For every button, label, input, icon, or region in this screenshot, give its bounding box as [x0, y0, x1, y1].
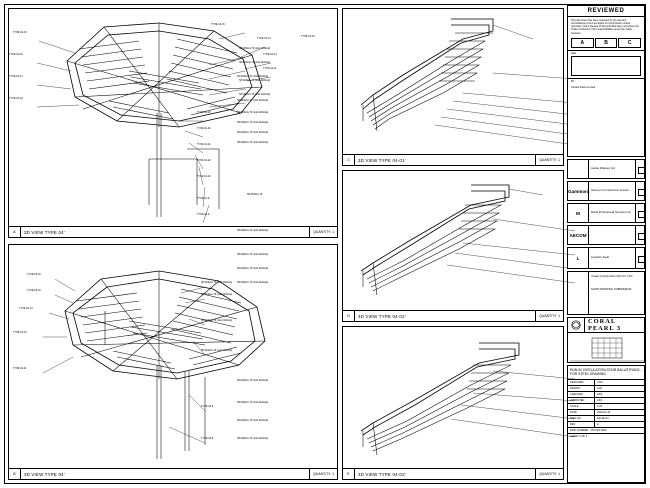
- tb-val: AKS: [597, 392, 603, 396]
- tb-key: APPROVED: [568, 398, 595, 403]
- tb-sheet-of: SHEET 1 OF 1: [570, 434, 588, 438]
- panel-titlebar-3: [343, 154, 563, 165]
- stamp-grade-b[interactable]: B: [595, 38, 618, 48]
- annotation-label: TYPE 04-17: [9, 75, 23, 78]
- annotation-label: TYPE 04-16: [27, 289, 41, 292]
- stamp-by-label: BY :: [568, 78, 644, 83]
- consultant-name-gammon: Gammon Construction Limited: [591, 188, 629, 193]
- langdon-logo: L: [568, 248, 589, 268]
- panel-title-3: 3D VIEW TYPE 04-01': [358, 157, 406, 163]
- titleblock: [567, 365, 645, 483]
- annotation-label: SP10/Row 7# (L&1 ANGLE): [237, 229, 269, 232]
- annotation-label: SP10/Row 7# (L&1 ANGLE): [239, 47, 271, 50]
- panel-ref-2: B: [9, 469, 21, 479]
- review-stamp: [567, 5, 645, 157]
- annotation-label: SP10/Row 7# (L&1 ANGLE): [237, 75, 269, 78]
- panel-titlebar-5: [343, 468, 563, 479]
- annotation-label: TYPE 04-14: [13, 331, 27, 334]
- annotation-label: SP10/Row 7# (L&1 ANGLE): [237, 401, 269, 404]
- panel-ref-5: E: [343, 469, 355, 479]
- annotation-label: SP10/Row 7# (L&1 ANGLE): [239, 93, 271, 96]
- tb-sheet-no: DWG NUMBER : CP3-SD-0400: [570, 428, 607, 432]
- annotation-label: TYPE 04-11: [263, 67, 277, 70]
- stamp-company: Hewlett Direct Limited: [571, 85, 596, 89]
- annotation-label: SP10/Row 7# (L&1 ANGLE): [237, 131, 269, 134]
- drawing-canvas-4: [343, 171, 565, 312]
- tb-key: DWG NO.: [568, 416, 595, 421]
- project-brand-block: [567, 317, 645, 363]
- tb-key: DATE: [568, 410, 595, 415]
- tb-key: SCALE: [568, 404, 595, 409]
- annotation-label: SP10/Row 7# (L&1 ANGLE): [237, 267, 269, 270]
- contractor-note: SHOP DRAWING SUBMISSION: [591, 287, 632, 292]
- consultant-name-langdon: Langdon Seah: [591, 255, 610, 260]
- stamp-header: REVIEWED: [568, 6, 644, 17]
- consultant-check-maria[interactable]: [635, 204, 644, 222]
- annotation-label: TYPE 04-9: [197, 213, 210, 216]
- stamp-grade-a[interactable]: A: [571, 38, 594, 48]
- consultant-row-langdon[interactable]: [567, 247, 645, 269]
- contractor-name: Yoales Construction (M) CO. LTD.: [591, 274, 634, 278]
- tb-row-sheetof: [568, 434, 644, 439]
- stamp-grade-boxes[interactable]: [571, 38, 641, 48]
- annotation-label: SP10/Row 7# (L&1 ANGLE): [201, 319, 233, 322]
- annotation-label: TYPE 04-21: [197, 143, 211, 146]
- titleblock-column: [567, 5, 645, 483]
- annotation-label: TYPE 04-9: [201, 405, 214, 408]
- drawing-canvas-5: [343, 327, 565, 470]
- annotation-label: TYPE 04-8: [197, 197, 210, 200]
- tb-val: A: [597, 422, 599, 426]
- panel-titlebar-4: [343, 310, 563, 321]
- annotation-label: TYPE 04-15: [211, 23, 225, 26]
- stamp-date-label: Date :: [568, 50, 644, 55]
- panel-title-1: 3D VIEW TYPE 04': [24, 229, 65, 235]
- annotation-label: TYPE 04-15: [301, 35, 315, 38]
- view-panel-2[interactable]: [8, 244, 338, 480]
- panel-title-4: 3D VIEW TYPE 04-02': [358, 313, 406, 319]
- drawing-canvas-1: [9, 9, 339, 228]
- annotation-label: SP10/Row 7# (L&1 ANGLE): [239, 79, 271, 82]
- stamp-body-text: This document has been reviewed by the relevant Consultant(s) and is accepted for Construction unless otherwise noted. Review of this submittal does not relieve the Trade Contractor of his responsibilities under the Trade Contract.: [571, 19, 639, 35]
- consultant-row-aedas[interactable]: [567, 159, 645, 179]
- panel-titlebar-2: [9, 468, 337, 479]
- key-plan: [568, 333, 644, 364]
- panel-title-5: 3D VIEW TYPE 04-03': [358, 471, 406, 477]
- annotation-label: TYPE 04-13: [257, 37, 271, 40]
- tb-val: SD-3D-04: [597, 416, 609, 420]
- panel-qty-3: QUANTITY: 1: [535, 155, 563, 165]
- annotation-label: TYPE 04-11: [13, 367, 27, 370]
- drawing-title: RUN-IN CIRCULATION STAIR BALUSTRADE - FOR STEEL DRAWING: [568, 366, 644, 380]
- annotation-label: SP10/Row 7#: [247, 193, 263, 196]
- annotation-label: TYPE 04-22: [197, 159, 211, 162]
- consultant-row-gammon[interactable]: [567, 181, 645, 201]
- consultant-check-langdon[interactable]: [635, 248, 644, 268]
- annotation-label: TYPE 04-20: [197, 127, 211, 130]
- tb-key: DESIGNED: [568, 380, 595, 385]
- panel-qty-1: QUANTITY: 1: [309, 227, 337, 237]
- tb-key: REV: [568, 422, 595, 427]
- annotation-label: SP10/Row 7# (L&1 ANGLE): [237, 121, 269, 124]
- consultant-check-aecom[interactable]: [635, 226, 644, 244]
- pearl-icon: [568, 318, 585, 332]
- annotation-label: SP10/Row 7# (L&1 ANGLE): [239, 61, 271, 64]
- panel-ref-3: C: [343, 155, 355, 165]
- tb-val: 2018-02-15: [597, 410, 611, 414]
- tb-val: LAD: [597, 386, 603, 390]
- consultant-check-aedas[interactable]: [635, 160, 644, 178]
- consultant-name-maria: Maria Professional Services Ltd.: [591, 210, 632, 215]
- tb-val: AKS: [597, 398, 603, 402]
- view-panel-1[interactable]: [8, 8, 338, 238]
- annotation-label: TYPE 04-19: [197, 111, 211, 114]
- tb-val: CAD: [597, 380, 603, 384]
- consultant-row-maria[interactable]: [567, 203, 645, 223]
- drawing-canvas-3: [343, 9, 565, 156]
- tb-val: 1:25: [597, 404, 603, 408]
- panel-ref-4: D: [343, 311, 355, 321]
- annotation-label: TYPE 04-8: [201, 437, 214, 440]
- panel-qty-2: QUANTITY: 1: [309, 469, 337, 479]
- maria-logo: M: [568, 204, 589, 222]
- drawing-canvas-2: [9, 245, 339, 470]
- annotation-label: SP10/Row 7# (L&1 ANGLE): [201, 281, 233, 284]
- consultant-name-aedas: Aedas (Macau) Ltd.: [591, 166, 616, 171]
- annotation-label: TYPE 04-23: [197, 175, 211, 178]
- annotation-label: TYPE 04-13: [19, 307, 33, 310]
- annotation-label: TYPE 04-18: [9, 97, 23, 100]
- view-panel-5[interactable]: [237, 326, 564, 480]
- project-brand-name: CORAL PEARL 3: [588, 318, 622, 332]
- consultant-check-gammon[interactable]: [635, 182, 644, 200]
- annotation-label: SP10/Row 7# (L&1 ANGLE): [237, 253, 269, 256]
- tb-key: CHECKED: [568, 392, 595, 397]
- contractor-logo: [568, 272, 589, 314]
- annotation-label: SP10/Row 7# (L&1 ANGLE): [237, 281, 269, 284]
- annotation-label: SP10/Row 7# (L&1 ANGLE): [237, 437, 269, 440]
- aedas-logo: [568, 160, 589, 178]
- stamp-signature-box[interactable]: [571, 56, 641, 76]
- annotation-label: TYPE 04-12: [263, 53, 277, 56]
- annotation-label: SP10/Row 7# (L&1 ANGLE): [237, 99, 269, 102]
- annotation-label: TYPE 04-16: [9, 53, 23, 56]
- annotation-label: SP10/Row 7# (L&1 ANGLE): [237, 111, 269, 114]
- panel-title-2: 3D VIEW TYPE 04': [24, 471, 65, 477]
- annotation-label: SP10/Row 7# (L&1 ANGLE): [237, 419, 269, 422]
- annotation-label: TYPE 04-15: [13, 31, 27, 34]
- view-panel-4[interactable]: [237, 170, 564, 322]
- annotation-label: TYPE 04-15: [27, 273, 41, 276]
- tb-key: DRAWN: [568, 386, 595, 391]
- annotation-label: SP10/Row 7# (L&1 ANGLE): [201, 349, 233, 352]
- consultant-row-aecom[interactable]: [567, 225, 645, 245]
- gammon-logo: Gammon: [568, 182, 589, 200]
- annotation-label: SP10/Row 7# (L&1 ANGLE): [237, 141, 269, 144]
- panel-titlebar-1: [9, 226, 337, 237]
- stamp-grade-c[interactable]: C: [618, 38, 641, 48]
- panel-ref-1: A: [9, 227, 21, 237]
- contractor-block: [567, 271, 645, 315]
- panel-qty-5: QUANTITY: 1: [535, 469, 563, 479]
- annotation-label: SP10/Row 7# (L&1 ANGLE): [201, 293, 233, 296]
- aecom-logo: AECOM: [568, 226, 589, 244]
- panel-qty-4: QUANTITY: 1: [535, 311, 563, 321]
- annotation-label: SP10/Row 7# (L&1 ANGLE): [237, 379, 269, 382]
